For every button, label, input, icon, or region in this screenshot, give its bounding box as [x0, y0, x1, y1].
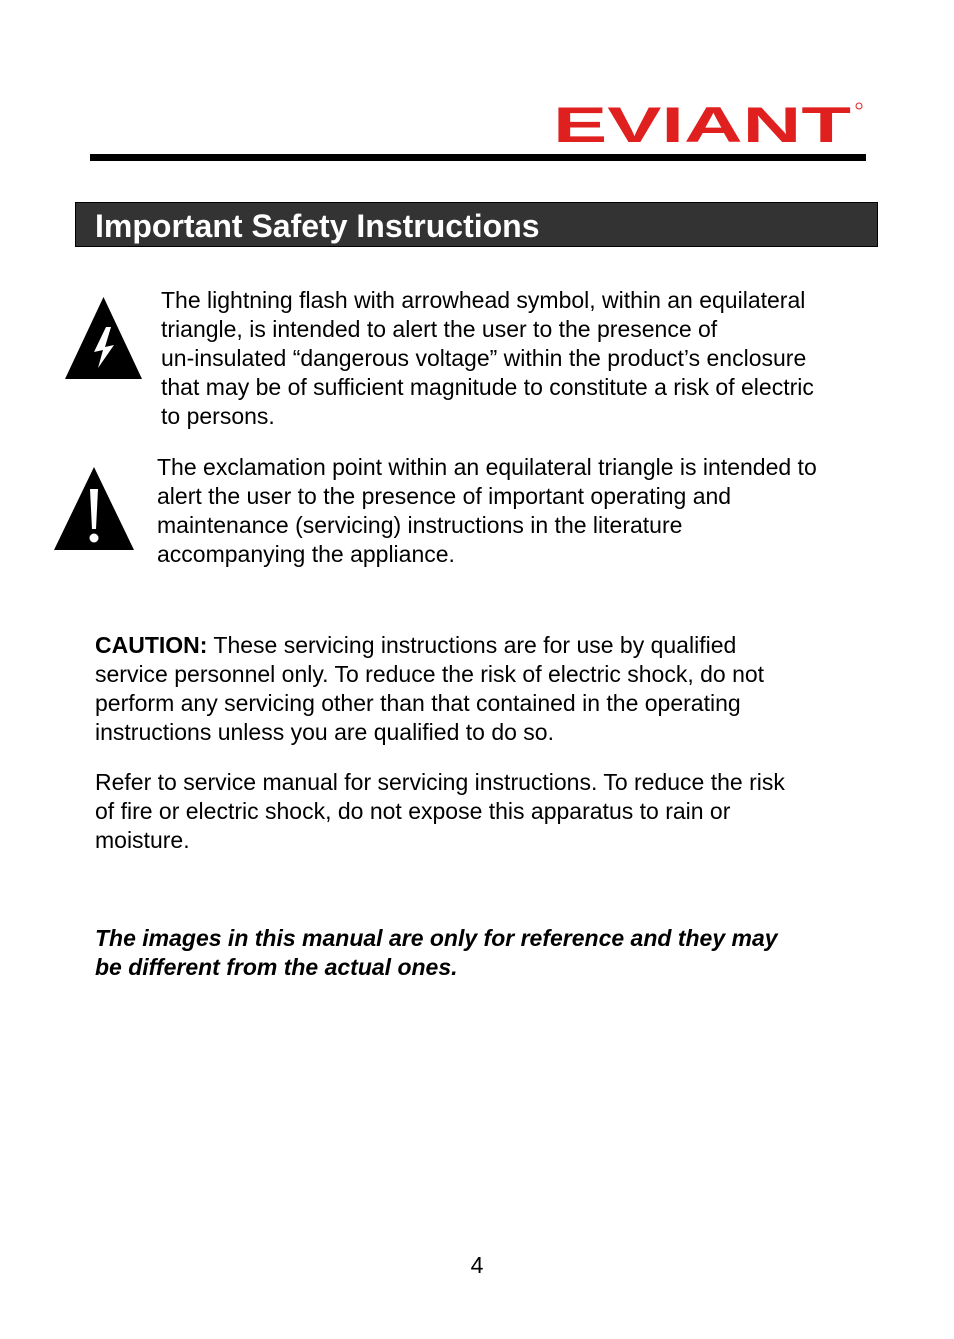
lightning-description: The lightning flash with arrowhead symbol, within an equilateral triangle, is intended to alert the user to the presence of un-insulated “dangerous voltage” within the product’s enclosure that may be of sufficient magnitude to constitute a risk of electric to persons.: [161, 287, 814, 429]
eviant-logo: [553, 100, 865, 146]
svg-text:EVIANT: EVIANT: [553, 100, 851, 146]
lightning-triangle-icon: [65, 297, 142, 379]
exclamation-triangle-icon: [54, 467, 134, 550]
refer-paragraph: Refer to service manual for servicing instructions. To reduce the risk of fire or electric shock, do not expose this apparatus to rain or moisture.: [95, 769, 785, 853]
section-header: [75, 202, 878, 247]
caution-paragraph: CAUTION: These servicing instructions are for use by qualified service personnel only. To reduce the risk of electric shock, do not perform any servicing other than that contained in the operating instructions unless you are qualified to do so.: [95, 632, 765, 745]
section-title: Important Safety Instructions: [95, 208, 540, 244]
page-number: 4: [470, 1252, 484, 1278]
reference-note: The images in this manual are only for reference and they may be different from the actual ones.: [95, 925, 778, 980]
caution-label: CAUTION:: [95, 632, 208, 658]
exclamation-description: The exclamation point within an equilateral triangle is intended to alert the user to the presence of important operating and maintenance (servicing) instructions in the literature accompanying the appliance.: [157, 454, 817, 567]
header-rule: [90, 154, 866, 161]
